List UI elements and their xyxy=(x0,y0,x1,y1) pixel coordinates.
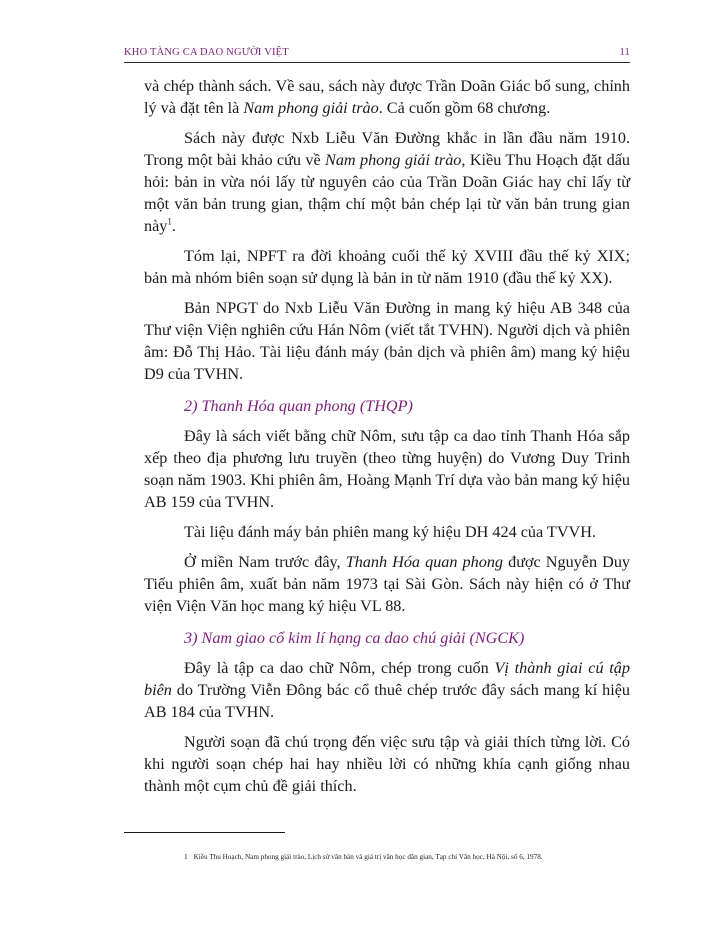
paragraph-6: Tài liệu đánh máy bản phiên mang ký hiệu DH 424 của TVVH. xyxy=(184,523,596,541)
paragraph-2-end: . xyxy=(171,217,176,235)
paragraph-4: Bản NPGT do Nxb Liễu Văn Đường in mang ký hiệu AB 348 của Thư viện Viện nghiên cứu Hán Nôm (viết tắt TVHN). Người dịch và phiên âm: Đỗ Thị Hảo. Tài liệu đánh máy (bản dịch và phiên âm) mang ký hiệu D9 của TVHN. xyxy=(144,299,630,383)
running-header xyxy=(124,44,630,63)
paragraph-5: Đây là sách viết bằng chữ Nôm, sưu tập ca dao tỉnh Thanh Hóa sắp xếp theo địa phương lưu truyền (theo từng huyện) do Vương Duy Trinh soạn năm 1903. Khi phiên âm, Hoàng Mạnh Trí dựa vào bản mang ký hiệu AB 159 của TVHN. xyxy=(144,427,630,511)
paragraph-7-book-title: Thanh Hóa quan phong xyxy=(345,553,504,571)
footnote-text: Kiều Thu Hoạch, Nam phong giải trào, Lịch sử văn bản và giá trị văn học dân gian, Tạp chí Văn học, Hà Nội, số 6, 1978. xyxy=(193,853,543,861)
paragraph-2-book-title: Nam phong giải trào xyxy=(325,151,462,169)
paragraph-2 xyxy=(144,127,630,237)
header-title: KHO TÀNG CA DAO NGƯỜI VIỆT xyxy=(124,47,289,58)
footnote-reference: 1 xyxy=(167,216,172,227)
footnote-number: 1 xyxy=(184,853,188,861)
paragraph-3: Tóm lại, NPFT ra đời khoảng cuối thế kỷ XVIII đầu thế kỷ XIX; bản mà nhóm biên soạn sử dụng là bản in từ năm 1910 (đầu thế kỷ XX). xyxy=(144,247,630,287)
section-heading-2: 2) Thanh Hóa quan phong (THQP) xyxy=(184,397,413,415)
page-body xyxy=(144,75,630,805)
paragraph-1-book-title: Nam phong giải trào xyxy=(243,99,379,117)
footnote-divider xyxy=(124,832,285,833)
paragraph-7-text-a: Ở miền Nam trước đây, xyxy=(184,553,346,571)
paragraph-1 xyxy=(144,75,630,119)
paragraph-1-text: và chép thành sách. Về sau, sách này được Trần Doãn Giác bổ sung, chỉnh lý và đặt tên là xyxy=(144,77,630,117)
paragraph-1-end: . Cả cuốn gồm 68 chương. xyxy=(378,99,551,117)
paragraph-2-text-a: Sách này được Nxb Liễu Văn Đường khắc in lần đầu năm 1910. Trong một bài khảo cứu về xyxy=(144,129,630,169)
paragraph-7 xyxy=(144,551,630,617)
paragraph-9: Người soạn đã chú trọng đến việc sưu tập và giải thích từng lời. Có khi người soạn chép hai hay nhiều lời có những khía cạnh giống nhau thành một cụm chủ đề giải thích. xyxy=(144,733,630,795)
paragraph-8-book-title: Vị thành giai cú tập biên xyxy=(144,659,630,699)
page-number: 11 xyxy=(619,47,630,58)
paragraph-2-text-b: , Kiều Thu Hoạch đặt dấu hỏi: bản in vừa nói lấy từ nguyên cảo của Trần Doãn Giác hay chỉ lấy từ một văn bản trung gian, thậm chí một bản chép lại từ văn bản trung gian này xyxy=(144,151,630,235)
paragraph-8-text-b: do Trường Viễn Đông bác cổ thuê chép trước đây sách mang kí hiệu AB 184 của TVHN. xyxy=(144,681,630,721)
paragraph-7-text-b: được Nguyễn Duy Tiếu phiên âm, xuất bản năm 1973 tại Sài Gòn. Sách này hiện có ở Thư viện Viện Văn học mang ký hiệu VL 88. xyxy=(144,553,631,615)
paragraph-8-text-a: Đây là tập ca dao chữ Nôm, chép trong cuốn xyxy=(184,659,495,677)
paragraph-8 xyxy=(144,657,630,723)
section-heading-3: 3) Nam giao cổ kim lí hạng ca dao chú giải (NGCK) xyxy=(184,629,525,647)
footnote xyxy=(184,852,644,862)
